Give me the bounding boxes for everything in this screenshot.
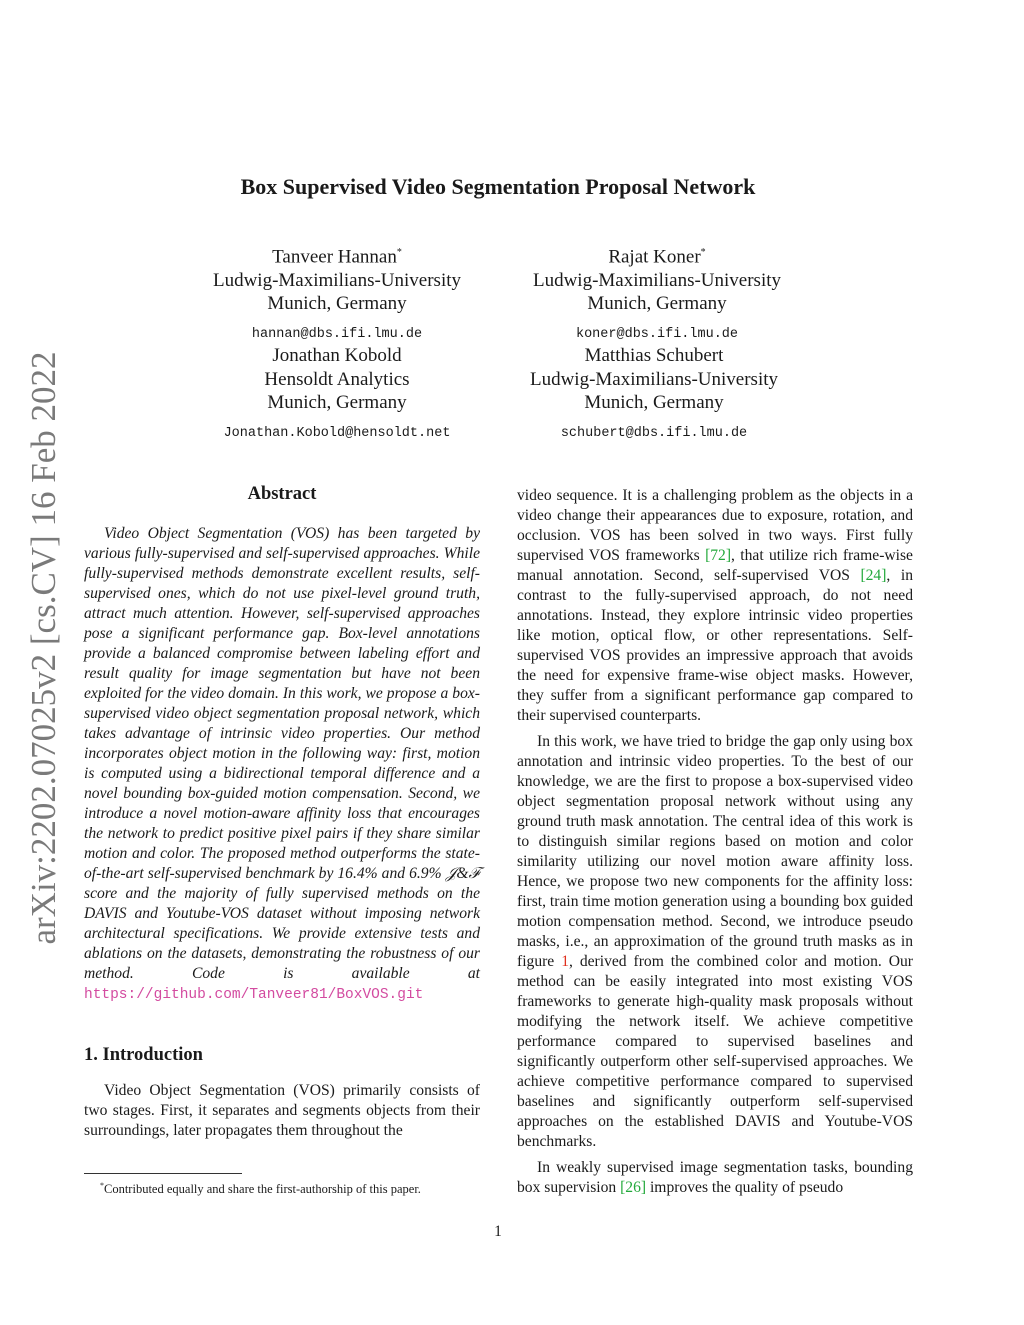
paragraph <box>517 732 913 1152</box>
author-mark: * <box>700 247 706 258</box>
footnote <box>84 1178 484 1197</box>
author-block <box>172 344 502 445</box>
page-number: 1 <box>494 1223 502 1240</box>
author-mark: * <box>396 247 402 258</box>
citation-link[interactable]: [24] <box>860 567 887 584</box>
author-email[interactable]: koner@dbs.ifi.lmu.de <box>575 326 739 342</box>
paragraph <box>517 1158 913 1198</box>
author-location: Munich, Germany <box>267 392 407 413</box>
author-name: Matthias Schubert <box>584 345 724 366</box>
author-block <box>492 241 822 346</box>
author-affiliation: Ludwig-Maximilians-University <box>212 269 462 291</box>
author-location: Munich, Germany <box>267 293 407 315</box>
text: , derived from the combined color and motion. Our method can be easily integrated into most existing VOS frameworks to generate high-quality mask proposals without modifying the network itself. We achieve competitive performance compared to supervised baselines and significantly outperform other self-supervised approaches. We achieve competitive performance compared to supervised baselines and significantly outperform self-supervised approaches on the established DAVIS and Youtube-VOS benchmarks. <box>517 953 913 1150</box>
text: video sequence. It is a challenging problem as the objects in a video change their appearances due to exposure, rotation, and occlusion. VOS has been solved in two ways. First fully supervised VOS frameworks <box>517 487 913 564</box>
citation-link[interactable]: [72] <box>705 547 732 564</box>
text: , that utilize rich frame-wise manual annotation. Second, self-supervised VOS <box>517 547 913 584</box>
text: In this work, we have tried to bridge the gap only using box annotation and intrinsic video properties. To the best of our knowledge, we are the first to propose a box-supervised video object segmentation proposal network without using any ground truth mask annotation. The central idea of this work is to distinguish similar regions based on motion and color similarity utilizing our novel motion aware affinity loss. Hence, we propose two new components for the affinity loss: first, train time motion generation using a bounding box guided motion compensation method. Second, we introduce pseudo masks, i.e., an approximation of the ground truth masks as in figure <box>517 733 913 970</box>
author-location: Munich, Germany <box>584 392 724 413</box>
abstract-heading: Abstract <box>247 484 317 504</box>
footnote-rule <box>84 1173 242 1174</box>
author-name: Rajat Koner <box>608 246 701 268</box>
author-affiliation: Hensoldt Analytics <box>264 368 410 390</box>
footnote-text: Contributed equally and share the first-authorship of this paper. <box>104 1182 421 1197</box>
code-link[interactable]: https://github.com/Tanveer81/BoxVOS.git <box>84 987 424 1003</box>
text: In weakly supervised image segmentation tasks, bounding box supervision <box>517 1159 913 1196</box>
abstract-text <box>84 524 480 1005</box>
citation-link[interactable]: [26] <box>620 1179 647 1196</box>
author-name: Jonathan Kobold <box>272 345 402 366</box>
author-block <box>489 344 819 445</box>
author-name: Tanveer Hannan <box>272 246 397 268</box>
text: , in contrast to the fully-supervised approach, do not need annotations. Instead, they explore intrinsic video properties like motion, optical flow, or other representations. Self-supervised VOS provides an impressive approach that avoids the need for expensive frame-wise object masks. However, they suffer from a significant performance gap compared to their supervised counterparts. <box>517 567 913 724</box>
footnote-mark: * <box>100 1181 104 1190</box>
arxiv-stamp: arXiv:2202.07025v2 [cs.CV] 16 Feb 2022 <box>24 351 63 945</box>
abstract-body: Video Object Segmentation (VOS) has been targeted by various fully-supervised and self-supervised approaches. While fully-supervised methods demonstrate excellent results, self-supervised ones, which do not use pixel-level ground truth, attract much attention. However, self-supervised approaches pose a significant performance gap. Box-level annotations provide a balanced compromise between labeling effort and result quality for image segmentation but have not been exploited for the video domain. In this work, we propose a box-supervised video object segmentation proposal network, which takes advantage of intrinsic video properties. Our method incorporates object motion in the following way: first, motion is computed using a bidirectional temporal difference and a novel bounding box-guided motion compensation. Second, we introduce a novel motion-aware affinity loss that encourages the network to predict positive pixel pairs if they share similar motion and color. The proposed method outperforms the state-of-the-art self-supervised benchmark by 16.4% and 6.9% 𝒥&ℱ score and the majority of fully supervised methods on the DAVIS and Youtube-VOS dataset without imposing network architectural specifications. We provide extensive tests and ablations on the datasets, demonstrating the robustness of our method. Code is available at <box>84 525 480 982</box>
paragraph <box>517 486 913 726</box>
paper-title: Box Supervised Video Segmentation Proposal Network <box>240 174 756 199</box>
author-email[interactable]: hannan@dbs.ifi.lmu.de <box>251 326 423 342</box>
text: improves the quality of pseudo <box>646 1179 844 1196</box>
author-email[interactable]: Jonathan.Kobold@hensoldt.net <box>223 425 451 441</box>
author-location: Munich, Germany <box>587 293 727 315</box>
author-affiliation: Ludwig-Maximilians-University <box>529 368 779 390</box>
right-column <box>517 486 913 1198</box>
author-email[interactable]: schubert@dbs.ifi.lmu.de <box>560 425 748 441</box>
section-heading: 1. Introduction <box>84 1045 203 1065</box>
author-block <box>172 241 502 346</box>
left-column <box>84 484 480 1141</box>
intro-paragraph: Video Object Segmentation (VOS) primarily consists of two stages. First, it separates and segments objects from their surroundings, later propagates them throughout the <box>84 1082 480 1139</box>
figure-link[interactable]: 1 <box>561 953 569 970</box>
author-affiliation: Ludwig-Maximilians-University <box>532 269 782 291</box>
